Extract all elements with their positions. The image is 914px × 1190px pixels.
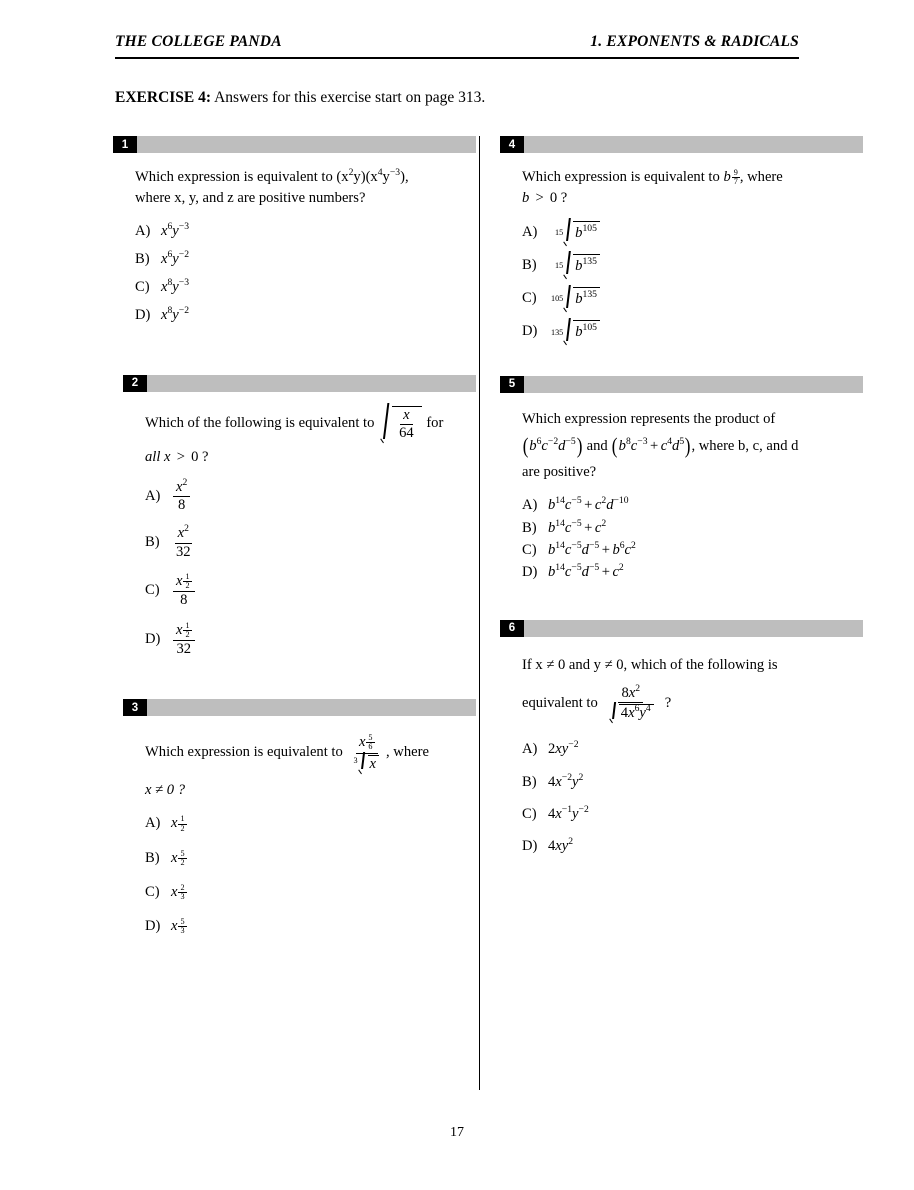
question-5-header <box>500 376 863 393</box>
question-3-choices <box>145 813 476 937</box>
choice-letter: B) <box>135 250 150 267</box>
question-6-body <box>500 637 863 858</box>
question-1-choice-a[interactable] <box>135 221 476 242</box>
choice-letter: C) <box>145 582 160 599</box>
question-6-choice-a[interactable] <box>522 739 863 760</box>
question-5-choice-d[interactable] <box>522 562 863 583</box>
question-6-choices <box>522 739 863 857</box>
question-4-header <box>500 136 863 153</box>
question-6-stem-line1: If x ≠ 0 and y ≠ 0, which of the following is <box>522 656 778 673</box>
question-4-choice-c[interactable] <box>522 287 863 310</box>
nth-root-icon: 15 $b^{105}$ <box>555 221 601 244</box>
question-2-stem <box>145 406 476 469</box>
surd-glyph <box>357 755 368 772</box>
nth-root-icon: 135 $b^{105}$ <box>551 320 601 343</box>
choice-letter: A) <box>135 222 151 239</box>
question-6-number: 6 <box>500 620 524 637</box>
choice-value: $\frac{x^2}{32}$ <box>176 523 191 560</box>
choice-letter: A) <box>522 741 538 758</box>
surd-glyph <box>608 704 619 721</box>
choice-letter: C) <box>145 883 160 900</box>
choice-letter: D) <box>522 323 538 340</box>
question-4-choice-b[interactable] <box>522 254 863 277</box>
question-3-choice-d[interactable] <box>145 916 476 937</box>
question-4-number: 4 <box>500 136 524 153</box>
exercise-text: Answers for this exercise start on page 313. <box>211 89 486 106</box>
question-4-bar <box>524 136 863 153</box>
question-2-choice-c[interactable] <box>145 573 476 609</box>
question-3-number: 3 <box>123 699 147 716</box>
choice-letter: B) <box>522 519 537 536</box>
question-1-choice-b[interactable] <box>135 249 476 270</box>
question-2-stem-pre: Which of the following is equivalent to <box>145 414 375 431</box>
question-1-stem-line1: Which expression is equivalent to $(x^2y)(x^4y^{-3})$, <box>135 167 409 185</box>
choice-letter: D) <box>135 307 151 324</box>
choice-value: x $\frac{1}{2}$ 32 <box>171 622 197 658</box>
choice-value <box>554 221 602 244</box>
column-divider <box>479 136 480 1090</box>
question-5-bar <box>524 376 863 393</box>
choice-letter: B) <box>145 534 160 551</box>
choice-value: $x^6y^{-3}$ <box>161 220 190 239</box>
question-3-choice-a[interactable] <box>145 813 476 834</box>
question-6-stem-post: ? <box>664 694 672 711</box>
choice-value: $b^{14}c^{-5} + c^2$ <box>548 517 607 536</box>
choice-letter: B) <box>522 773 537 790</box>
question-3-stem-pre: Which expression is equivalent to <box>145 744 343 761</box>
question-5-choice-b[interactable] <box>522 518 863 539</box>
surd-glyph <box>562 221 573 244</box>
question-2-stem-post: for <box>426 414 444 431</box>
surd-glyph <box>379 406 392 442</box>
choice-value: $2xy^{-2}$ <box>548 739 579 758</box>
question-5-stem-line3: are positive? <box>522 464 597 481</box>
choice-value: $x^8y^{-3}$ <box>161 277 190 296</box>
question-6 <box>500 620 863 858</box>
choice-letter: C) <box>522 541 537 558</box>
nth-root-icon: 15 $b^{135}$ <box>555 254 601 277</box>
sqrt-icon <box>379 406 422 442</box>
question-6-choice-c[interactable] <box>522 804 863 825</box>
question-3-choice-b[interactable] <box>145 848 476 869</box>
running-head-left: THE COLLEGE PANDA <box>115 33 282 50</box>
question-3-body <box>123 716 476 937</box>
question-6-choice-b[interactable] <box>522 772 863 793</box>
page-number: 17 <box>450 1125 464 1140</box>
question-2-body <box>123 392 476 657</box>
cube-root-icon: 3 x <box>353 755 380 772</box>
question-2-number: 2 <box>123 375 147 392</box>
question-1-header <box>113 136 476 153</box>
question-1-choice-d[interactable] <box>135 305 476 326</box>
question-4 <box>500 136 863 344</box>
question-4-choices <box>522 221 863 344</box>
choice-value: x $\frac{1}{2}$ <box>171 814 185 833</box>
choice-letter: A) <box>522 497 538 514</box>
choice-value: $b^{14}c^{-5} + c^2d^{-10}$ <box>548 495 629 514</box>
question-2-choice-a[interactable] <box>145 476 476 514</box>
choice-value: $x^6y^{-2}$ <box>161 249 190 267</box>
choice-value: $b^{14}c^{-5}d^{-5} + c^2$ <box>548 562 624 581</box>
choice-letter: D) <box>145 630 161 647</box>
question-5-number: 5 <box>500 376 524 393</box>
choice-value: $4x^{-1}y^{-2}$ <box>548 804 589 823</box>
choice-letter: A) <box>145 487 161 504</box>
question-1-stem <box>135 167 476 210</box>
choice-letter: A) <box>522 223 538 240</box>
choice-letter: D) <box>522 564 538 581</box>
question-5-choices <box>522 495 863 583</box>
left-column <box>113 136 476 944</box>
question-1-bar <box>137 136 476 153</box>
header-rule <box>115 57 799 59</box>
question-1-body <box>113 153 476 327</box>
question-5-choice-c[interactable] <box>522 540 863 561</box>
question-3-stem <box>145 734 476 801</box>
question-1 <box>113 136 476 327</box>
question-5-stem-line2: $(b^6c^{-2}d^{-5})$ and $(b^8c^{-3} + c^4d^5)$, where b, c, and d <box>522 433 799 459</box>
question-3-stem-post: , where <box>386 744 429 761</box>
question-2-bar <box>147 375 476 392</box>
choice-value <box>550 287 602 310</box>
exercise-heading <box>115 89 485 107</box>
question-2-choice-d[interactable] <box>145 622 476 658</box>
question-6-stem-pre: equivalent to <box>522 694 598 711</box>
surd-glyph <box>562 320 573 343</box>
question-1-choice-c[interactable] <box>135 277 476 298</box>
choice-letter: C) <box>522 806 537 823</box>
choice-letter: C) <box>135 279 150 296</box>
choice-value: $b^{14}c^{-5}d^{-5} + b^6c^2$ <box>548 540 636 558</box>
question-6-choice-d[interactable] <box>522 836 863 857</box>
question-3-header <box>123 699 476 716</box>
question-1-stem-line2: where x, y, and z are positive numbers? <box>135 190 366 207</box>
choice-value: $4xy^2$ <box>548 836 574 855</box>
choice-value <box>554 254 602 277</box>
exercise-label: EXERCISE 4: <box>115 89 212 106</box>
choice-value: x $\frac{5}{2}$ <box>171 848 185 867</box>
choice-letter: C) <box>522 290 537 307</box>
question-1-number: 1 <box>113 136 137 153</box>
question-2-stem-line2: all x > 0 ? <box>145 449 209 466</box>
question-1-choices <box>135 221 476 327</box>
choice-value: x $\frac{5}{3}$ <box>171 917 185 936</box>
question-5-choice-a[interactable] <box>522 495 863 516</box>
question-6-header <box>500 620 863 637</box>
question-5-stem-line1: Which expression represents the product of <box>522 410 776 427</box>
choice-letter: A) <box>145 815 161 832</box>
question-6-expression: $\frac{8x^2}{4x^6y^4}$ <box>604 686 658 722</box>
question-3-bar <box>147 699 476 716</box>
question-4-choice-d[interactable] <box>522 320 863 343</box>
surd-glyph <box>562 254 573 277</box>
choice-value <box>550 320 602 343</box>
sqrt-icon: $4x^6y^4$ <box>608 704 654 721</box>
choice-letter: D) <box>145 918 161 935</box>
question-4-stem-pre: Which expression is equivalent to <box>522 169 720 185</box>
choice-letter: B) <box>145 849 160 866</box>
nth-root-icon: 105 $b^{135}$ <box>551 287 601 310</box>
question-5-stem <box>522 409 863 484</box>
choice-letter: D) <box>522 838 538 855</box>
question-2 <box>123 375 476 657</box>
right-column <box>500 136 863 865</box>
question-4-stem: Which expression is equivalent to b $\frac{9}{7}$ , where b > 0 ? <box>522 168 783 207</box>
question-4-stem-line2: b > 0 ? <box>522 190 568 207</box>
question-4-body <box>500 153 863 344</box>
question-5-body <box>500 393 863 584</box>
running-head-right: 1. EXPONENTS & RADICALS <box>590 33 799 50</box>
question-3-choice-c[interactable] <box>145 882 476 903</box>
question-4-stem-post: , where <box>739 169 783 185</box>
question-6-bar <box>524 620 863 637</box>
question-3-expression: x $\frac{5}{6}$ 3 x <box>349 734 384 772</box>
choice-value: $x^8y^{-2}$ <box>161 305 190 324</box>
surd-glyph <box>562 287 573 310</box>
question-2-choices <box>145 476 476 658</box>
choice-value: x $\frac{2}{3}$ <box>171 882 185 902</box>
radicand-fraction: $\frac{x}{64}$ <box>399 406 414 442</box>
question-3 <box>123 699 476 937</box>
choice-value: x $\frac{1}{2}$ 8 <box>171 573 197 609</box>
question-3-stem-line2: x ≠ 0 ? <box>145 781 186 798</box>
choice-letter: B) <box>522 256 537 273</box>
running-head <box>115 33 799 51</box>
question-4-choice-a[interactable] <box>522 221 863 244</box>
question-6-stem-line2 <box>522 682 863 722</box>
question-5 <box>500 376 863 584</box>
question-6-stem <box>522 655 863 722</box>
question-2-choice-b[interactable] <box>145 523 476 560</box>
choice-value: $4x^{-2}y^2$ <box>548 771 584 790</box>
choice-value: $\frac{x^2}{8}$ <box>171 480 192 514</box>
question-2-header <box>123 375 476 392</box>
